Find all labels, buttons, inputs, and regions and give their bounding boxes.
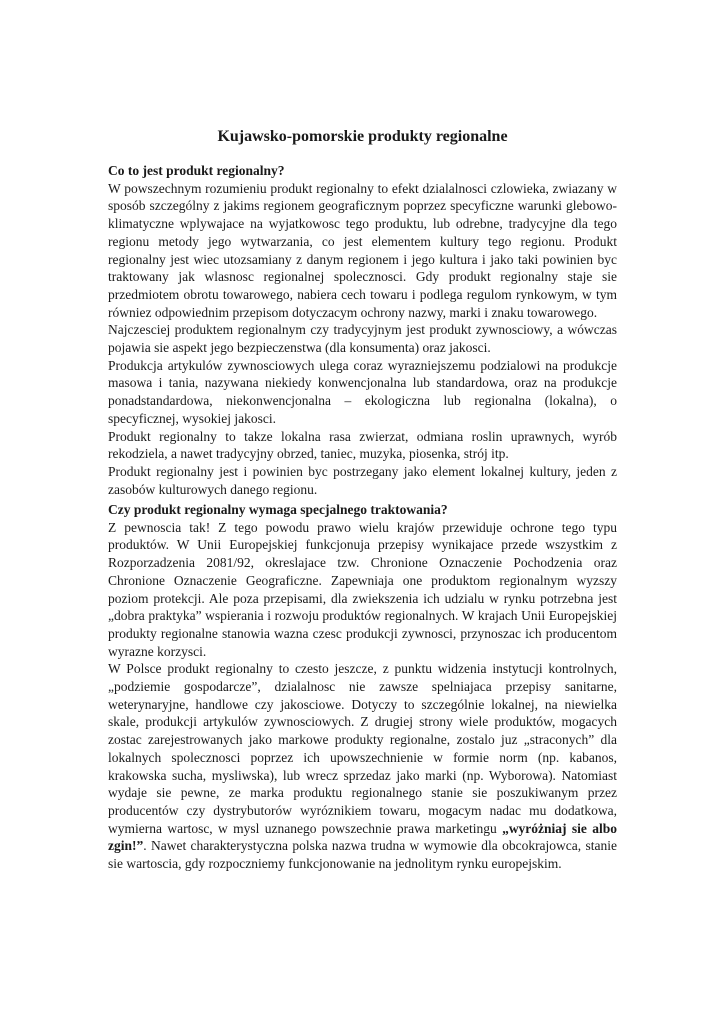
marketing-slogan: „wyróżniaj sie albo zgin!” [108, 820, 618, 854]
section-heading: Co to jest produkt regionalny? [108, 163, 285, 178]
paragraph: Produkt regionalny jest i powinien byc postrzegany jako element lokalnej kultury, jeden z zasobów kulturowych danego regionu. [108, 463, 617, 497]
paragraph: W powszechnym rozumieniu produkt regionalny to efekt dzialalnosci czlowieka, zwiazany w sposób szczególny z jakims regionem geograficznym poprzez specyficzne warunki glebowo-klimatyczne wplywajace na wyjatkowosc tego produktu, lub odrebne, tradycyjne dla tego regionu metody jego wytwarzania, co jest elementem kultury tego regionu. Produkt regionalny jest wiec utozsamiany z danym regionem i jego kultura i jako taki powinien byc traktowany jak wlasnosc regionalnej spolecznosci. Gdy produkt regionalny staje sie przedmiotem obrotu towarowego, nabiera cech towaru i podlega regulom rynkowym, w tym równiez odpowiednim przepisom dotyczacym ochrony nazwy, marki i znaku towarowego. [108, 180, 617, 320]
paragraph: Produkcja artykulów zywnosciowych ulega coraz wyrazniejszemu podzialowi na produkcje masowa i tania, nazywana niekiedy konwencjonalna lub standardowa, oraz na produkcje ponadstandardowa, niekonwencjonalna – ekologiczna lub regionalna (lokalna), o specyficznej, wysokiej jakosci. [108, 357, 617, 426]
paragraph-text: W Polsce produkt regionalny to czesto jeszcze, z punktu widzenia instytucji kontrolnych, „podziemie gospodarcze”, dzialalnosc nie zawsze spelniajaca przepisy sanitarne, weterynaryjne, handlowe czy jakosciowe. Dotyczy to szczególnie lokalnej, na niewielka skale, produkcji artykulów zywnosciowych. Z drugiej strony wiele produktów, mogacych zostac zarejestrowanych jako markowe produkty regionalne, zostalo juz „straconych” dla lokalnych spolecznosci poprzez ich upowszechnienie w formie norm (np. kabanos, krakowska sucha, mysliwska), lub wrecz sprzedaz jako marki (np. Wyborowa). Natomiast wydaje sie pewne, ze marka produktu regionalnego stanie sie poszukiwanym przez producentów czy dystrybutorów wyróznikiem towaru, mogacym nadac mu dodatkowa, wymierna wartosc, w mysl uznanego powszechnie prawa marketingu [108, 661, 617, 836]
section-special-treatment [108, 501, 617, 873]
paragraph: Najczesciej produktem regionalnym czy tradycyjnym jest produkt zywnosciowy, a wówczas pojawia sie aspekt jego bezpieczenstwa (dla konsumenta) oraz jakosci. [108, 322, 617, 356]
document-title: Kujawsko-pomorskie produkty regionalne [217, 128, 508, 145]
section-heading: Czy produkt regionalny wymaga specjalnego traktowania? [108, 502, 448, 517]
section-what-is-regional-product [108, 162, 617, 498]
paragraph: Produkt regionalny to takze lokalna rasa zwierzat, odmiana roslin uprawnych, wyrób rekodziela, a nawet tradycyjny obrzed, taniec, muzyka, piosenka, strój itp. [108, 428, 617, 462]
paragraph-closing-text: . Nawet charakterystyczna polska nazwa trudna w wymowie dla obcokrajowca, stanie sie wartoscia, gdy rozpoczniemy funkcjonowanie na jednolitym rynku europejskim. [108, 838, 617, 872]
paragraph: Z pewnoscia tak! Z tego powodu prawo wielu krajów przewiduje ochrone tego typu produktów. W Unii Europejskiej funkcjonuja przepisy wynikajace przede wszystkim z Rozporzadzenia 2081/92, okreslajace tzw. Chronione Oznaczenie Pochodzenia oraz Chronione Oznaczenie Geograficzne. Zapewniaja one produktom regionalnym wyzszy poziom protekcji. Ale poza przepisami, dla zwiekszenia ich udzialu w rynku potrzebna jest „dobra praktyka” wspierania i rozwoju produktów regionalnych. W krajach Unii Europejskiej produkty regionalne stanowia wazna czesc produkcji zywnosci, przynoszac ich producentom wyrazne korzysci. [108, 519, 617, 659]
paragraph-with-slogan [108, 660, 617, 872]
